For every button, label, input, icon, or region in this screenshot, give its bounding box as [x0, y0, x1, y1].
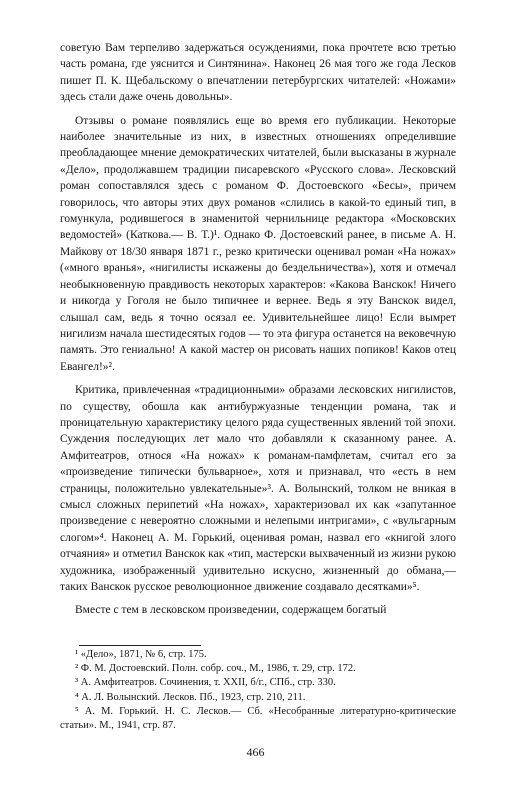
footnotes	[60, 648, 456, 733]
footnote: ³ А. Амфитеатров. Сочинения, т. XXII, б/г., СПб., стр. 330.	[75, 677, 336, 689]
footnote: ² Ф. М. Достоевский. Полн. собр. соч., М., 1986, т. 29, стр. 172.	[75, 663, 356, 675]
footnote: ⁴ А. Л. Волынский. Лесков. Пб., 1923, стр. 210, 211.	[75, 691, 306, 703]
footnote: ⁵ А. М. Горький. Н. С. Лесков.— Сб. «Несобранные литературно-критические статьи». М., 1941, стр. 87.	[60, 705, 456, 732]
footnote: ¹ «Дело», 1871, № 6, стр. 175.	[75, 649, 207, 660]
paragraph: советую Вам терпеливо задержаться осуждениями, пока прочтете всю третью часть романа, где уяснится и Синтянина». Наконец 26 мая того же года Лесков пишет П. К. Щебальскому о впечатлении петербургских читателей: «Ножами» здесь стали даже очень довольны».	[60, 42, 456, 104]
paragraph: Критика, привлеченная «традиционными» образами лесковских нигилистов, по существу, обошла как антибуржуазные тенденции романа, так и проницательную характеристику целого ряда существенных явлений той эпохи. Суждения последующих лет мало что добавляли к сказанному ранее. А. Амфитеатров, относя «На ножах» к романам-памфлетам, считал его за «произведение типически бульварное», хотя и признавал, что «есть в нем страницы, положительно увлекательные»³. А. Волынский, толком не вникая в смысл сложных перипетий «На ножах», характеризовал их как «запутанное произведение с невероятно сложными и нелепыми интригами», с «вульгарным слогом»⁴. Наконец А. М. Горький, оценивая роман, назвал его «книгой злого отчаяния» и отметил Ванскок как «тип, мастерски выхваченный из жизни рукою художника, изображенный удивительно искусно, жизненный до обмана,— таких Ванскок русское революционное движение создавало десятками»⁵.	[60, 384, 456, 593]
body-text	[60, 40, 456, 619]
footnote-divider	[79, 645, 201, 646]
paragraph: Отзывы о романе появлялись еще во время его публикации. Некоторые наиболее значительные из них, в известных отношениях определившие преобладающее мнение демократических читателей, были высказаны в журнале «Дело», продолжавшем традиции писаревского «Русского слова». Лесковский роман сопоставлялся здесь с романом Ф. Достоевского «Бесы», причем говорилось, что авторы этих двух романов «слились в какой-то единый тип, в гомункула, родившегося в знаменитой чернильнице редактора «Московских ведомостей» (Каткова.— В. Т.)¹. Однако Ф. Достоевский ранее, в письме А. Н. Майкову от 18/30 января 1871 г., резко критически оценивал роман «На ножах» («много вранья», «нигилисты искажены до бездельничества»), хотя и отмечал необыкновенную правдивость некоторых характеров: «Какова Ванскок! Ничего и никогда у Гоголя не было типичнее и вернее. Ведь я эту Ванскок видел, слышал сам, ведь я точно осязал ее. Удивительнейшее лицо! Если вымрет нигилизм начала шестидесятых годов — то эта фигура останется на вековечную память. Это гениально! А какой мастер он рисовать наших попиков! Каков отец Евангел!»².	[60, 114, 456, 373]
paragraph: Вместе с тем в лесковском произведении, содержащем богатый	[75, 604, 387, 617]
page-number: 466	[246, 745, 265, 759]
